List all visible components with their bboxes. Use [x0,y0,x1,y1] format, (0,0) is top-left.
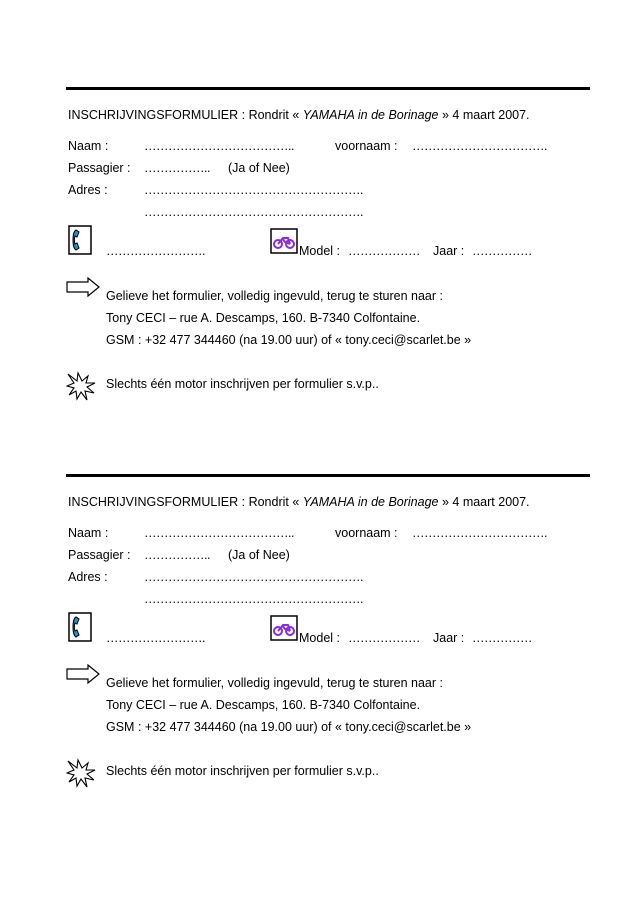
model-label: Model : [299,631,340,645]
adres-field-1[interactable]: ………………………………………………. [144,183,363,197]
adres-field-2[interactable]: ………………………………………………. [144,205,363,219]
naam-field[interactable]: ……………………………….. [144,139,294,153]
adres-label: Adres : [68,570,108,584]
contact-gsm: GSM : +32 477 344460 (na 19.00 uur) of « tony.ceci@scarlet.be » [106,333,472,347]
passagier-field[interactable]: …………….. [144,548,210,562]
phone-field[interactable]: ……………………. [106,631,205,645]
naam-field[interactable]: ……………………………….. [144,526,294,540]
model-field[interactable]: ……………… [348,631,420,645]
passagier-label: Passagier : [68,548,131,562]
instruction-text: Gelieve het formulier, volledig ingevuld, terug te sturen naar : [106,289,443,303]
contact-address: Tony CECI – rue A. Descamps, 160. B-7340 Colfontaine. [106,311,421,325]
naam-label: Naam : [68,526,109,540]
registration-form-2 [0,474,640,874]
model-label: Model : [299,244,340,258]
note-text: Slechts één motor inschrijven per formulier s.v.p.. [106,764,379,778]
separator-line [66,87,590,90]
instruction-text: Gelieve het formulier, volledig ingevuld, terug te sturen naar : [106,676,443,690]
contact-gsm: GSM : +32 477 344460 (na 19.00 uur) of « tony.ceci@scarlet.be » [106,720,472,734]
adres-field-1[interactable]: ………………………………………………. [144,570,363,584]
voornaam-label: voornaam : [335,139,398,153]
voornaam-field[interactable]: ……………………………. [412,526,547,540]
contact-address: Tony CECI – rue A. Descamps, 160. B-7340 Colfontaine. [106,698,421,712]
adres-label: Adres : [68,183,108,197]
registration-form-1 [0,87,640,487]
note-text: Slechts één motor inschrijven per formulier s.v.p.. [106,377,379,391]
form-title: INSCHRIJVINGSFORMULIER : Rondrit « YAMAHA in de Borinage » 4 maart 2007. [68,108,530,122]
jaar-field[interactable]: …………… [472,631,532,645]
starburst-icon [66,371,96,401]
jaar-field[interactable]: …………… [472,244,532,258]
jaar-label: Jaar : [433,631,465,645]
model-field[interactable]: ……………… [348,244,420,258]
passagier-field[interactable]: …………….. [144,161,210,175]
arrow-right-icon [66,664,100,684]
form-title: INSCHRIJVINGSFORMULIER : Rondrit « YAMAHA in de Borinage » 4 maart 2007. [68,495,530,509]
phone-icon [68,612,92,642]
separator-line [66,474,590,477]
voornaam-field[interactable]: ……………………………. [412,139,547,153]
passagier-hint: (Ja of Nee) [228,161,290,175]
passagier-label: Passagier : [68,161,131,175]
voornaam-label: voornaam : [335,526,398,540]
starburst-icon [66,758,96,788]
motorcycle-icon [270,615,298,641]
adres-field-2[interactable]: ………………………………………………. [144,592,363,606]
arrow-right-icon [66,277,100,297]
motorcycle-icon [270,228,298,254]
passagier-hint: (Ja of Nee) [228,548,290,562]
naam-label: Naam : [68,139,109,153]
phone-field[interactable]: ……………………. [106,244,205,258]
jaar-label: Jaar : [433,244,465,258]
phone-icon [68,225,92,255]
